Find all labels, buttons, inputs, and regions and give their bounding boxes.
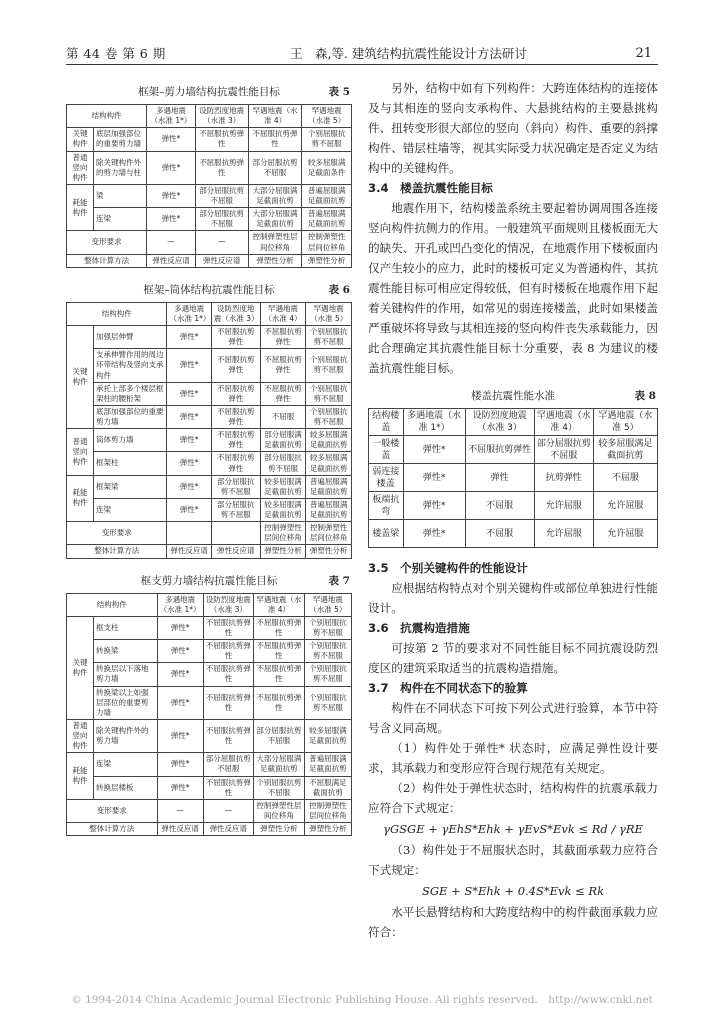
table-cell: 抗剪弹性 — [534, 464, 593, 492]
table-cell: 弹性* — [403, 436, 465, 464]
row-member: 连梁 — [94, 208, 147, 231]
column-header: 罕遇地震（水准 4） — [254, 593, 305, 616]
row-member: 底层加强部位的重要剪力墙 — [94, 128, 147, 151]
table-row — [369, 436, 658, 464]
table-cell: 弹塑性分析 — [304, 823, 351, 836]
table-cell: 个别屈服抗剪不屈服 — [306, 349, 352, 382]
table-cell: 不屈服抗剪弹性 — [260, 326, 306, 349]
row-header: 整体计算方法 — [67, 254, 147, 267]
table-cell: 弹塑性分析 — [306, 545, 352, 558]
table-cell: 控制弹塑性层间位移角 — [304, 799, 351, 822]
table-cell: 弹性反应谱 — [167, 545, 211, 558]
table-cell: 部分屈服抗剪不屈服 — [203, 753, 254, 776]
row-category: 关键构件 — [67, 128, 94, 151]
section-3-5-title: 3.5 个别关键构件的性能设计 — [368, 561, 528, 576]
table-cell — [167, 522, 211, 545]
table-row — [67, 208, 352, 231]
table-cell: 弹性反应谱 — [211, 545, 260, 558]
table-cell: 不屈服满足截面抗剪 — [304, 776, 351, 799]
table-cell: 普遍屈服满足截面抗剪 — [306, 498, 352, 521]
row-member: 转换层楼板 — [94, 776, 158, 799]
table-cell: 较多屈服满足截面抗剪 — [593, 436, 657, 464]
row-member: 梁 — [94, 184, 147, 207]
table-cell: 不屈服抗剪弹性 — [260, 349, 306, 382]
column-header: 罕遇地震（水准 4） — [534, 409, 593, 436]
table-cell: 弹性* — [147, 128, 195, 151]
table-cell: 弹塑性分析 — [254, 823, 305, 836]
column-header: 结构楼盖 — [369, 409, 404, 436]
column-header: 罕遇地震（水准 4） — [248, 105, 301, 128]
table-cell: 弹塑性分析 — [248, 254, 301, 267]
table-row — [67, 475, 352, 498]
row-member: 框架梁 — [94, 475, 167, 498]
row-header: 整体计算方法 — [67, 545, 167, 558]
table5-caption: 框架–剪力墙结构抗震性能目标 表 5 — [138, 86, 350, 98]
table-cell: 弹性* — [147, 151, 195, 184]
section-3-6-text: 可按第 2 节的要求对不同性能目标不同抗震设防烈度区的建筑采取适当的抗震构造措施。 — [368, 641, 658, 676]
table8-caption: 楼盖抗震性能水准 表 8 — [471, 390, 656, 402]
table-row — [67, 405, 352, 428]
table-cell: 不屈服抗剪弹性 — [211, 405, 260, 428]
table-cell: 部分屈服抗剪不屈服 — [534, 436, 593, 464]
table-cell: 个别屈服抗剪不屈服 — [306, 382, 352, 405]
row-member: 板端抗弯 — [369, 492, 404, 520]
table-cell: 个别屈服抗剪不屈服 — [302, 128, 352, 151]
table-cell: 普遍屈服满足截面抗剪 — [302, 208, 352, 231]
column-header: 设防烈度地震（水准 3） — [465, 409, 534, 436]
section-3-5-text: 应根据结构特点对个别关键构件或部位单独进行性能设计。 — [368, 581, 658, 616]
table-cell: 不屈服抗剪弹性 — [248, 128, 301, 151]
row-category: 耗能构件 — [67, 184, 94, 231]
table-cell: 弹性* — [147, 208, 195, 231]
row-member: 承托上部多个楼层框架柱的腰桁架 — [94, 382, 167, 405]
table-cell: 不屈服抗剪弹性 — [203, 686, 254, 719]
column-header: 结构构件 — [67, 593, 158, 616]
row-member: 楼盖梁 — [369, 520, 404, 548]
equation-1: γGSGE + γEhS*Ehk + γEvS*Evk ≤ Rd / γRE — [383, 822, 643, 837]
table-cell: 弹性* — [157, 753, 203, 776]
table7-caption: 框支剪力墙结构抗震性能目标 表 7 — [140, 574, 350, 587]
table-row — [67, 151, 352, 184]
table7 — [66, 593, 352, 837]
table-row — [67, 254, 352, 267]
table-cell: 不屈服抗剪弹性 — [203, 776, 254, 799]
table-cell: 不屈服抗剪弹性 — [211, 349, 260, 382]
table-header-row — [67, 302, 352, 325]
row-member: 转换梁 — [94, 640, 158, 663]
row-header: 变形要求 — [67, 799, 158, 822]
table-cell: 允许屈服 — [593, 492, 657, 520]
table-cell: 不屈服抗剪弹性 — [203, 663, 254, 686]
row-header: 变形要求 — [67, 231, 147, 254]
table-cell: 弹性反应谱 — [147, 254, 195, 267]
row-member: 支承伸臂作用的周边环带结构及竖向支承构件 — [94, 349, 167, 382]
table-cell: 弹性* — [167, 405, 211, 428]
table-cell: 弹性* — [157, 663, 203, 686]
column-header: 设防烈度地震（水准 3） — [211, 302, 260, 325]
section-3-6-title: 3.6 抗震构造措施 — [368, 621, 470, 636]
row-category: 普通竖向构件 — [67, 429, 94, 476]
table-cell: 弹性* — [157, 616, 203, 639]
column-header: 罕遇地震（水准 5） — [304, 593, 351, 616]
table-cell: 较多屈服满足截面条件 — [302, 151, 352, 184]
column-header: 设防烈度地震（水准 3） — [203, 593, 254, 616]
table-row — [67, 184, 352, 207]
table-cell: 个别屈服抗剪不屈服 — [304, 616, 351, 639]
equation-2: SGE + S*Ehk + 0.4S*Evk ≤ Rk — [421, 884, 605, 899]
table-cell: 弹性* — [167, 382, 211, 405]
table-row — [369, 520, 658, 548]
table-row — [67, 128, 352, 151]
row-member: 一般楼盖 — [369, 436, 404, 464]
table6-caption: 框架–筒体结构抗震性能目标 表 6 — [143, 283, 350, 296]
table-header-row — [67, 593, 352, 616]
item-2-text: （2）构件处于弹性状态时，结构构件的抗震承载力应符合下式规定： — [368, 781, 658, 816]
table-cell: 不屈服抗剪弹性 — [211, 429, 260, 452]
table-cell: 不屈服抗剪弹性 — [203, 640, 254, 663]
row-category: 耗能构件 — [67, 753, 94, 800]
row-member: 除关键构件外的剪力墙 — [94, 719, 158, 752]
row-member: 弱连接楼盖 — [369, 464, 404, 492]
table-cell: 个别屈服抗剪不屈服 — [306, 326, 352, 349]
table-cell: 大部分屈服满足截面抗剪 — [248, 208, 301, 231]
table-cell: 弹性* — [167, 475, 211, 498]
table-cell: 弹性反应谱 — [203, 823, 254, 836]
table-cell: 弹性* — [157, 719, 203, 752]
table-cell: 个别屈服抗剪不屈服 — [304, 686, 351, 719]
row-member: 框架柱 — [94, 452, 167, 475]
table-header-row — [67, 105, 352, 128]
table-cell: 弹性* — [167, 429, 211, 452]
table-row — [67, 799, 352, 822]
row-category: 关键构件 — [67, 326, 94, 429]
table-row — [67, 640, 352, 663]
table-cell: 不屈服 — [260, 405, 306, 428]
table-cell: 大部分屈服满足截面抗剪 — [248, 184, 301, 207]
row-category: 关键构件 — [67, 616, 94, 719]
table-cell: 较多屈服满足截面抗剪 — [306, 429, 352, 452]
table-row — [67, 616, 352, 639]
row-member: 加强层伸臂 — [94, 326, 167, 349]
column-header: 罕遇地震（水准 5） — [306, 302, 352, 325]
item-4-text: 水平长悬臂结构和大跨度结构中的构件截面承载力应符合： — [368, 905, 658, 940]
section-3-4-text: 地震作用下，结构楼盖系统主要起着协调周围各连接竖向构件抗侧力的作用。一般建筑平面规则且楼板面无大的缺失、开孔或凹凸变化的情况，在地震作用下楼板面内仅产生较小的应力，此时的楼板可定义为普通构件，其抗震性能目标可相应定得较低，但有时楼板在地震作用下起着关键构件的作用，如常见的弱连接楼盖，此时如果楼盖严重破坏将导致与其相连接的竖向构件丧失承载能力，因此合理确定其抗震性能目标十分重要，表 8 为建议的楼盖抗震性能目标。 — [368, 201, 658, 375]
table-cell: 允许屈服 — [534, 520, 593, 548]
table-cell: 部分屈服抗剪不屈服 — [211, 475, 260, 498]
row-member: 筒体剪力墙 — [94, 429, 167, 452]
table-row — [67, 686, 352, 719]
table-row — [67, 326, 352, 349]
table-cell: 不屈服 — [465, 520, 534, 548]
table-cell: 弹性* — [403, 520, 465, 548]
page-number: 21 — [635, 46, 652, 61]
table-cell: 控制弹塑性层间位移角 — [302, 231, 352, 254]
table-cell: 弹性* — [403, 492, 465, 520]
column-header: 罕遇地震（水准 4） — [260, 302, 306, 325]
table-cell: 弹性* — [167, 326, 211, 349]
table-cell: 弹性 — [465, 464, 534, 492]
table-cell: 普遍屈服满足截面抗剪 — [302, 184, 352, 207]
table-cell: 允许屈服 — [534, 492, 593, 520]
table8 — [368, 408, 658, 548]
table-cell: 控制弹塑性层间位移角 — [254, 799, 305, 822]
row-member: 底部加强部位的重要剪力墙 — [94, 405, 167, 428]
intro-paragraph: 另外，结构中如有下列构件：大跨连体结构的连接体及与其相连的竖向支承构件、大悬挑结构的主要悬挑构件、扭转变形很大部位的竖向（斜向）构件、重要的斜撑构件、错层柱墙等，视其实际受力状况确定是否定义为结构中的关键构件。 — [368, 81, 658, 175]
table-cell: 不屈服 — [593, 464, 657, 492]
section-3-7-title: 3.7 构件在不同状态下的验算 — [368, 681, 528, 696]
right-column — [368, 78, 658, 942]
table-cell: 较多屈服满足截面抗剪 — [260, 475, 306, 498]
row-member: 除关键构件外的剪力墙与柱 — [94, 151, 147, 184]
table-cell: — — [203, 799, 254, 822]
column-header: 多遇地震（水准 1*） — [167, 302, 211, 325]
table-cell: 弹性* — [157, 776, 203, 799]
table-row — [67, 823, 352, 836]
item-1-text: （1）构件处于弹性* 状态时，应满足弹性设计要求，其承载力和变形应符合现行规范有关规定。 — [368, 741, 658, 776]
table-header-row — [369, 409, 658, 436]
table-row — [67, 663, 352, 686]
column-header: 设防烈度地震（水准 3） — [195, 105, 248, 128]
item-3-text: （3）构件处于不屈服状态时，其截面承载力应符合下式规定： — [368, 843, 658, 878]
table-cell: 不屈服抗剪弹性 — [254, 640, 305, 663]
table-cell: 弹性* — [157, 686, 203, 719]
table5 — [66, 104, 352, 268]
table-row — [67, 231, 352, 254]
table-cell: 弹性* — [157, 640, 203, 663]
table-cell: 弹塑性分析 — [260, 545, 306, 558]
row-category: 普通竖向构件 — [67, 719, 94, 752]
table-row — [369, 492, 658, 520]
table-cell: 不屈服抗剪弹性 — [195, 128, 248, 151]
column-header: 结构构件 — [67, 302, 167, 325]
table-row — [67, 452, 352, 475]
table-cell: 控制弹塑性层间位移角 — [260, 522, 306, 545]
table-row — [67, 349, 352, 382]
table-row — [67, 719, 352, 752]
table-cell: 弹性* — [167, 452, 211, 475]
row-category: 普通竖向构件 — [67, 151, 94, 184]
journal-issue: 第 44 卷 第 6 期 — [66, 46, 166, 61]
table-cell: — — [195, 231, 248, 254]
table-cell: 不屈服抗剪弹性 — [211, 326, 260, 349]
table-cell: 允许屈服 — [593, 520, 657, 548]
table-cell: 较多屈服满足截面抗剪 — [306, 452, 352, 475]
table-cell: 普遍屈服满足截面抗剪 — [304, 753, 351, 776]
table-cell: 不屈服抗剪弹性 — [254, 663, 305, 686]
table-cell — [211, 522, 260, 545]
table-row — [67, 545, 352, 558]
table-cell: 弹性反应谱 — [195, 254, 248, 267]
table-cell: 弹性* — [167, 349, 211, 382]
column-header: 多遇地震（水准 1*） — [403, 409, 465, 436]
table-cell: 不屈服抗剪弹性 — [254, 686, 305, 719]
table-row — [67, 522, 352, 545]
row-member: 连梁 — [94, 498, 167, 521]
row-member: 转换梁以上如强层部位的重要剪力墙 — [94, 686, 158, 719]
table-cell: 不屈服抗剪弹性 — [203, 616, 254, 639]
column-header: 罕遇地震（水准 5） — [593, 409, 657, 436]
row-category: 耗能构件 — [67, 475, 94, 522]
table-cell: 不屈服抗剪弹性 — [465, 436, 534, 464]
table-cell: 部分屈服抗剪不屈服 — [211, 498, 260, 521]
table-row — [67, 382, 352, 405]
table-row — [67, 429, 352, 452]
table-cell: 个别屈服抗剪不屈服 — [304, 640, 351, 663]
row-member: 框支柱 — [94, 616, 158, 639]
table-row — [67, 498, 352, 521]
table-row — [369, 464, 658, 492]
table-cell: 弹性* — [403, 464, 465, 492]
table-cell: 部分屈服抗剪不屈服 — [195, 184, 248, 207]
table-cell: 弹性反应谱 — [157, 823, 203, 836]
table-cell: 较多屈服满足截面抗剪 — [304, 719, 351, 752]
column-header: 结构构件 — [67, 105, 147, 128]
copyright-footer: © 1994-2014 China Academic Journal Electronic Publishing House. All rights reserved. http://www.cnki.net — [71, 994, 653, 1006]
section-3-4-title: 3.4 楼盖抗震性能目标 — [368, 181, 493, 195]
column-header: 多遇地震（水准 1*） — [147, 105, 195, 128]
row-member: 转换层以下落地剪力墙 — [94, 663, 158, 686]
table-cell: 个别屈服抗剪不屈服 — [306, 405, 352, 428]
table-cell: 弹性* — [147, 184, 195, 207]
table-cell: 不屈服 — [465, 492, 534, 520]
table-cell: 普遍屈服满足截面抗剪 — [306, 475, 352, 498]
section-3-7-text: 构件在不同状态下可按下列公式进行验算，本节中符号含义同高规。 — [368, 701, 658, 736]
table-cell: 部分屈服抗剪不屈服 — [195, 208, 248, 231]
row-header: 整体计算方法 — [67, 823, 158, 836]
running-header — [66, 42, 658, 65]
table-cell: 大部分屈服满足截面抗剪 — [254, 753, 305, 776]
table-cell: 部分屈服抗剪不屈服 — [254, 719, 305, 752]
table-cell: 不屈服抗剪弹性 — [254, 616, 305, 639]
column-header: 多遇地震（水准 1*） — [157, 593, 203, 616]
table-cell: 不屈服抗剪弹性 — [195, 151, 248, 184]
row-header: 变形要求 — [67, 522, 167, 545]
table-row — [67, 753, 352, 776]
column-header: 罕遇地震（水准 5） — [302, 105, 352, 128]
table-cell: — — [147, 231, 195, 254]
article-title: 王 森,等. 建筑结构抗震性能设计方法研讨 — [290, 46, 527, 61]
row-member: 连梁 — [94, 753, 158, 776]
table-cell: 较多屈服满足截面抗剪 — [260, 498, 306, 521]
table-cell: 个别屈服抗剪不屈服 — [304, 663, 351, 686]
table-cell: 部分屈服抗剪不屈服 — [248, 151, 301, 184]
table-cell: 弹性* — [167, 498, 211, 521]
table-cell: 部分屈服抗剪不屈服 — [260, 452, 306, 475]
table-cell: 不屈服抗剪弹性 — [211, 382, 260, 405]
table-cell: 控制弹塑性层间位移角 — [306, 522, 352, 545]
table-cell: 不屈服抗剪弹性 — [260, 382, 306, 405]
table-cell: 部分屈服满足截面抗剪 — [260, 429, 306, 452]
table-cell: 控制弹塑性层间位移角 — [248, 231, 301, 254]
table-cell: 不屈服抗剪弹性 — [203, 719, 254, 752]
table-row — [67, 776, 352, 799]
table-cell: 弹塑性分析 — [302, 254, 352, 267]
left-column — [66, 78, 352, 836]
table-cell: 个别屈服抗剪不屈服 — [254, 776, 305, 799]
table6 — [66, 302, 352, 559]
table-cell: — — [157, 799, 203, 822]
table-cell: 不屈服抗剪弹性 — [211, 452, 260, 475]
